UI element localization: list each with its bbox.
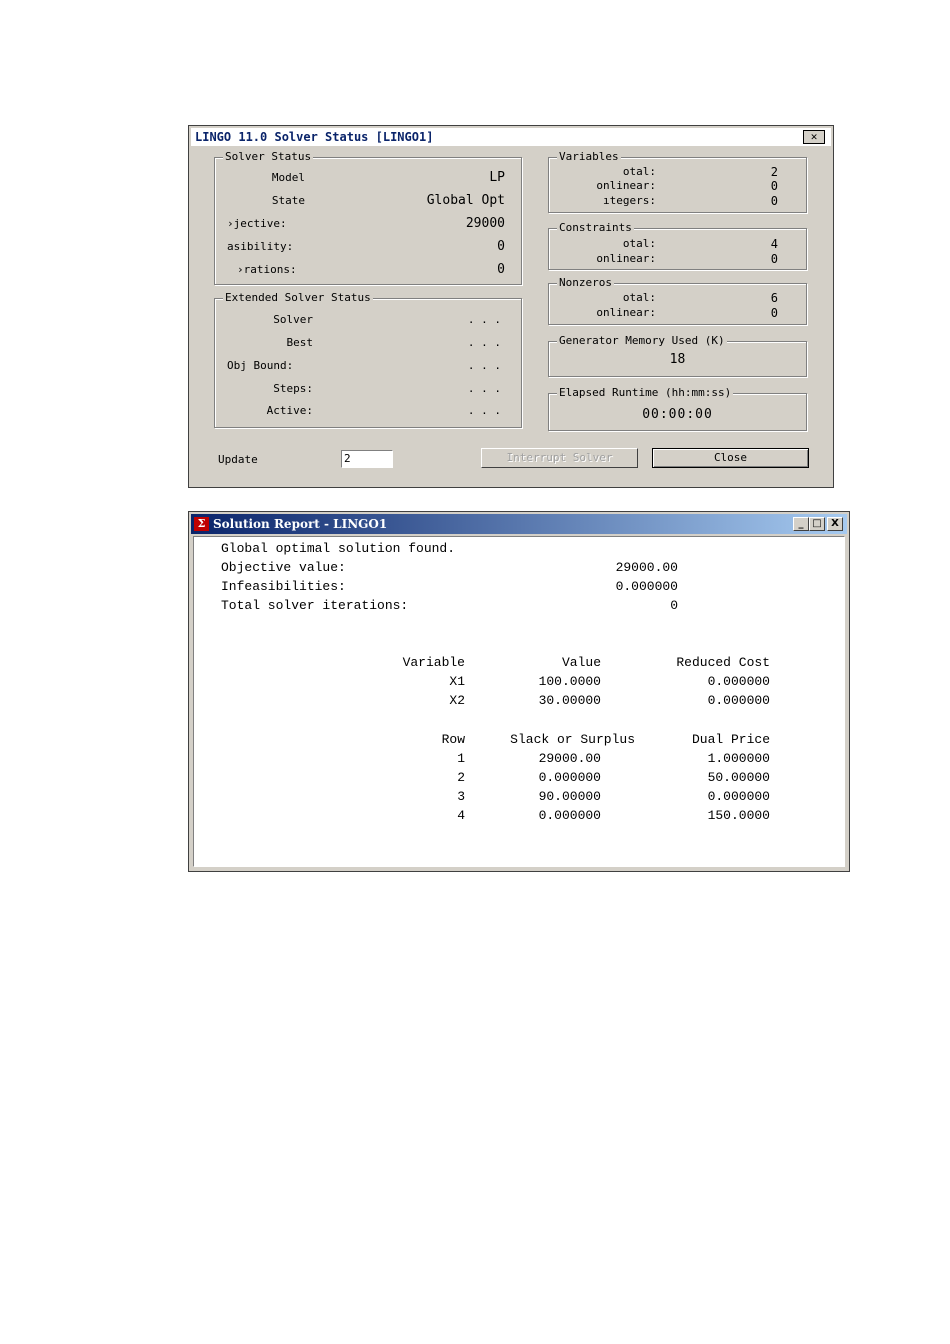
generator-memory-value: 18 bbox=[669, 352, 686, 367]
constraints-title: Constraints bbox=[559, 221, 632, 234]
elapsed-runtime-group bbox=[548, 386, 807, 431]
table-row: 150.0000 bbox=[707, 808, 770, 823]
report-titlebar[interactable] bbox=[191, 514, 847, 534]
lingo-app-icon: Σ bbox=[194, 517, 209, 531]
iterations-value: 0 bbox=[497, 262, 505, 277]
solver-dialog-title: LINGO 11.0 Solver Status [LINGO1] bbox=[195, 130, 434, 144]
state-label: State bbox=[271, 194, 305, 207]
iterations-label: ›rations: bbox=[237, 263, 297, 276]
value-header: Value bbox=[561, 655, 601, 670]
close-icon[interactable]: ✕ bbox=[803, 130, 825, 144]
solver-dialog-titlebar[interactable] bbox=[191, 128, 831, 146]
update-interval-input[interactable]: 2 bbox=[341, 450, 393, 468]
solution-report-window bbox=[188, 511, 850, 872]
nonzeros-nonlinear-value: 0 bbox=[770, 306, 778, 320]
extended-solver-status-group bbox=[214, 291, 522, 428]
constraints-total-label: otal: bbox=[622, 237, 656, 250]
objective-value-label: Objective value: bbox=[221, 560, 346, 575]
elapsed-runtime-title: Elapsed Runtime (hh:mm:ss) bbox=[559, 386, 732, 399]
table-row: 4 bbox=[457, 808, 465, 823]
variables-total-label: otal: bbox=[622, 165, 656, 178]
nonzeros-total-value: 6 bbox=[770, 291, 778, 305]
table-row: 50.00000 bbox=[707, 770, 770, 785]
infeasibility-value: 0 bbox=[497, 239, 505, 254]
ext-best-value: . . . bbox=[467, 336, 501, 349]
table-row: X1 bbox=[449, 674, 465, 689]
variable-header: Variable bbox=[402, 655, 465, 670]
row-header: Row bbox=[441, 732, 465, 747]
slack-header: Slack or Surplus bbox=[510, 732, 635, 747]
generator-memory-group bbox=[548, 334, 807, 377]
infeasibilities-value: 0.000000 bbox=[615, 579, 678, 594]
nonzeros-group bbox=[548, 276, 807, 325]
table-row: 3 bbox=[457, 789, 465, 804]
elapsed-runtime-value: 00:00:00 bbox=[642, 407, 713, 422]
state-value: Global Opt bbox=[426, 193, 505, 208]
update-label: Update bbox=[218, 453, 258, 466]
minimize-icon[interactable]: _ bbox=[793, 517, 809, 531]
ext-solver-label: Solver bbox=[273, 313, 313, 326]
ext-active-value: . . . bbox=[467, 404, 501, 417]
ext-steps-value: . . . bbox=[467, 382, 501, 395]
constraints-total-value: 4 bbox=[770, 237, 778, 251]
ext-best-label: Best bbox=[286, 336, 313, 349]
variables-integers-label: ıtegers: bbox=[603, 194, 656, 207]
maximize-icon[interactable]: □ bbox=[809, 517, 825, 531]
infeasibilities-label: Infeasibilities: bbox=[221, 579, 346, 594]
summary-status: Global optimal solution found. bbox=[221, 541, 456, 556]
constraints-nonlinear-value: 0 bbox=[770, 252, 778, 266]
dual-price-header: Dual Price bbox=[691, 732, 770, 747]
iterations-value: 0 bbox=[670, 598, 678, 613]
nonzeros-title: Nonzeros bbox=[559, 276, 612, 289]
table-row: 0.000000 bbox=[707, 789, 770, 804]
iterations-label: Total solver iterations: bbox=[221, 598, 409, 613]
variables-nonlinear-value: 0 bbox=[770, 179, 778, 193]
table-row: 29000.00 bbox=[538, 751, 601, 766]
table-row: 90.00000 bbox=[538, 789, 601, 804]
nonzeros-total-label: otal: bbox=[622, 291, 656, 304]
table-row: 1.000000 bbox=[707, 751, 770, 766]
generator-memory-title: Generator Memory Used (K) bbox=[559, 334, 725, 347]
ext-obj-bound-value: . . . bbox=[467, 359, 501, 372]
extended-status-title: Extended Solver Status bbox=[225, 291, 371, 304]
ext-obj-bound-label: Obj Bound: bbox=[227, 359, 294, 372]
variables-group bbox=[548, 150, 807, 213]
variables-integers-value: 0 bbox=[770, 194, 778, 208]
solver-status-dialog bbox=[188, 125, 834, 488]
table-row: 2 bbox=[457, 770, 465, 785]
close-icon[interactable]: X bbox=[827, 517, 843, 531]
constraints-nonlinear-label: onlinear: bbox=[596, 252, 656, 265]
ext-solver-value: . . . bbox=[467, 313, 501, 326]
model-label: Model bbox=[271, 171, 305, 184]
table-row: X2 bbox=[449, 693, 465, 708]
ext-active-label: Active: bbox=[266, 404, 313, 417]
interrupt-solver-button[interactable]: Interrupt Solver bbox=[481, 448, 638, 468]
model-value: LP bbox=[489, 170, 505, 185]
table-row: 0.000000 bbox=[707, 674, 770, 689]
constraints-group bbox=[548, 221, 807, 270]
table-row: 0.000000 bbox=[538, 770, 601, 785]
table-row: 0.000000 bbox=[538, 808, 601, 823]
variables-nonlinear-label: onlinear: bbox=[596, 179, 656, 192]
objective-value: 29000 bbox=[465, 216, 505, 231]
objective-value: 29000.00 bbox=[615, 560, 678, 575]
objective-label: ›jective: bbox=[227, 217, 287, 230]
nonzeros-nonlinear-label: onlinear: bbox=[596, 306, 656, 319]
infeasibility-label: asibility: bbox=[227, 240, 294, 253]
ext-steps-label: Steps: bbox=[273, 382, 313, 395]
reduced-cost-header: Reduced Cost bbox=[676, 655, 770, 670]
close-button[interactable]: Close bbox=[652, 448, 809, 468]
table-row: 1 bbox=[457, 751, 465, 766]
table-row: 30.00000 bbox=[538, 693, 601, 708]
solver-status-title: Solver Status bbox=[225, 150, 312, 163]
table-row: 0.000000 bbox=[707, 693, 770, 708]
table-row: 100.0000 bbox=[538, 674, 601, 689]
variables-total-value: 2 bbox=[770, 165, 778, 179]
report-title: Solution Report - LINGO1 bbox=[213, 517, 388, 531]
variables-title: Variables bbox=[559, 150, 619, 163]
solver-status-group bbox=[214, 150, 522, 285]
report-text-area[interactable] bbox=[193, 536, 845, 867]
